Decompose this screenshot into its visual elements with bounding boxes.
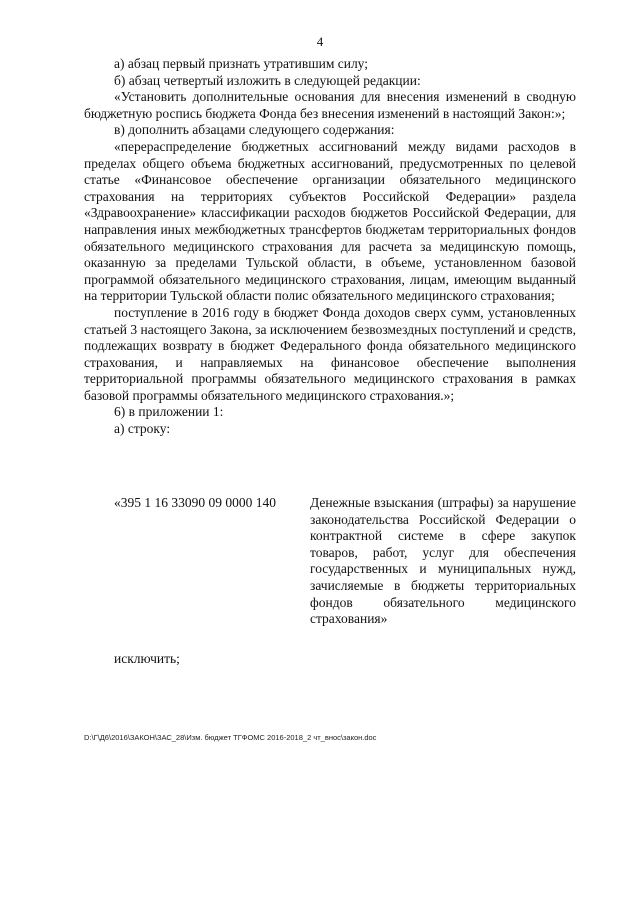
- paragraph-v: в) дополнить абзацами следующего содержания:: [114, 122, 395, 138]
- paragraph-redistribution: «перераспределение бюджетных ассигнований между видами расходов в пределах общего объема бюджетных ассигнований, предусмотренных по целевой статье «Финансовое обеспечение организации обязательного медицинского страхования на территориях субъектов Российской Федерации» раздела «Здравоохранение» классификации расходов бюджетов Российской Федерации, для направления иных межбюджетных трансфертов бюджетам территориальных фондов обязательного медицинского страхования для расчета за медицинскую помощь, оказанную за пределами Тульской области, в объеме, установленном базовой программой обязательного медицинского страхования, лицам, имеющим выданный на территории Тульской области полис обязательного медицинского страхования;: [84, 138, 576, 304]
- page-number: 4: [316, 34, 324, 49]
- paragraph-income: поступление в 2016 году в бюджет Фонда доходов сверх сумм, установленных статьей 3 настоящего Закона, за исключением безвозмездных поступлений и средств, подлежащих возврату в бюджет Федерального фонда обязательного медицинского страхования, и направляемых на финансовое обеспечение выполнения территориальной программы обязательного медицинского страхования в рамках базовой программы обязательного медицинского страхования.»;: [84, 304, 576, 403]
- paragraph-appendix: 6) в приложении 1:: [114, 404, 224, 420]
- budget-code: «395 1 16 33090 09 0000 140: [114, 495, 276, 510]
- paragraph-b: б) абзац четвертый изложить в следующей редакции:: [114, 72, 421, 88]
- paragraph-row: а) строку:: [114, 421, 171, 437]
- paragraph-a: а) абзац первый признать утратившим силу;: [114, 56, 369, 71]
- paragraph-b-quote: «Установить дополнительные основания для внесения изменений в сводную бюджетную роспись бюджета Фонда без внесения изменений в настоящий Закон:»;: [84, 89, 576, 121]
- exclude-text: исключить;: [114, 651, 180, 666]
- budget-code-description: Денежные взыскания (штрафы) за нарушение законодательства Российской Федерации о контрактной системе в сфере закупок товаров, работ, услуг для обеспечения государственных и муниципальных нужд, зачисляемые в бюджеты территориальных фондов обязательного медицинского страхования»: [310, 495, 576, 627]
- file-path-footer: D:\Г\Д6\2016\ЗАКОН\ЗАС_28\Изм. бюджет ТГФОМС 2016-2018_2 чт_внос\закон.doc: [84, 733, 377, 742]
- document-body: [84, 56, 576, 438]
